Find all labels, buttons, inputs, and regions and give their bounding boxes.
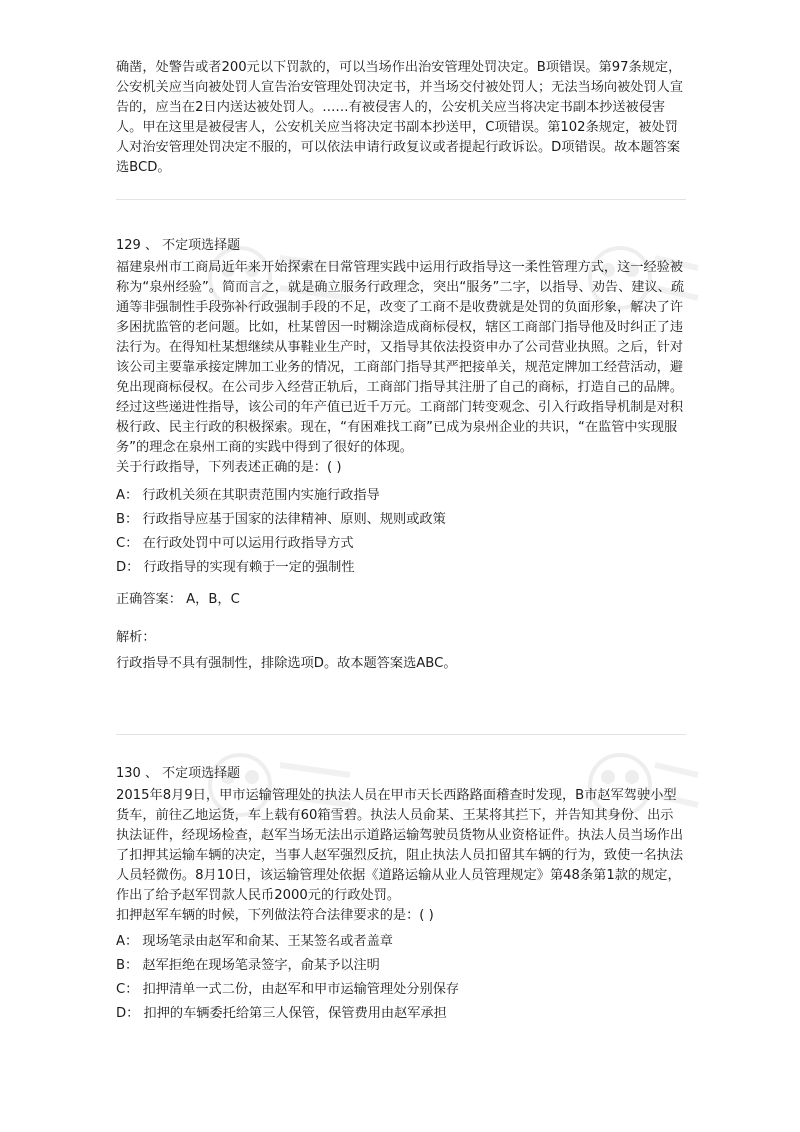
question-130 [116,786,686,1028]
question-type: 不定项选择题 [162,238,241,253]
analysis-label: 解析： [116,630,156,645]
section-divider [116,734,686,735]
option-c[interactable]: C： 在行政处罚中可以运用行政指导方式 [116,536,354,551]
intro-paragraph: 确凿，处警告或者200元以下罚款的，可以当场作出治安管理处罚决定。B项错误。第97条规定，公安机关应当向被处罚人宣告治安管理处罚决定书，并当场交付被处罚人；无法当场向被处罚人宣告的，应当在2日内送达被处罚人。……有被侵害人的，公安机关应当将决定书副本抄送被侵害人。甲在这里是被侵害人，公安机关应当将决定书副本抄送甲，C项错误。第102条规定，被处罚人对治安管理处罚决定不服的，可以依法申请行政复议或者提起行政诉讼。D项错误。故本题答案选BCD。 [116,60,684,175]
option-d[interactable]: D： 扣押的车辆委托给第三人保管，保管费用由赵军承担 [116,1006,447,1021]
question-129 [116,258,686,674]
option-b[interactable]: B： 行政指导应基于国家的法律精神、原则、规则或政策 [116,512,446,527]
question-number: 129 [116,238,141,253]
option-d[interactable]: D： 行政指导的实现有赖于一定的强制性 [116,560,355,575]
answer-value: A，B，C [186,592,240,607]
question-header: 129 、 不定项选择题 [116,238,241,253]
question-prompt: 关于行政指导，下列表述正确的是：( ) [116,460,342,475]
question-number: 130 [116,766,141,781]
intro-block [116,58,686,178]
question-type: 不定项选择题 [162,766,241,781]
correct-answer: 正确答案： A，B，C [116,592,240,607]
question-stem: 福建泉州市工商局近年来开始探索在日常管理实践中运用行政指导这一柔性管理方式，这一经验被称为“泉州经验”。简而言之，就是确立服务行政理念，突出“服务”二字，以指导、劝告、建议、疏通等非强制性手段弥补行政强制手段的不足，改变了工商不是收费就是处罚的负面形象，解决了许多困扰监管的老问题。比如，杜某曾因一时糊涂造成商标侵权，辖区工商部门指导他及时纠正了违法行为。在得知杜某想继续从事鞋业生产时，又指导其依法投资申办了公司营业执照。之后，针对该公司主要靠承接定牌加工业务的情况，工商部门指导其严把接单关，规范定牌加工经营活动，避免出现商标侵权。在公司步入经营正轨后，工商部门指导其注册了自己的商标，打造自己的品牌。经过这些递进性指导，该公司的年产值已近千万元。工商部门转变观念、引入行政指导机制是对积极行政、民主行政的积极探索。现在，“有困难找工商”已成为泉州企业的共识，“在监管中实现服务”的理念在泉州工商的实践中得到了很好的体现。 [116,260,685,455]
option-a[interactable]: A： 现场笔录由赵军和俞某、王某签名或者盖章 [116,934,393,949]
question-prompt: 扣押赵军车辆的时候，下列做法符合法律要求的是：( ) [116,908,434,923]
question-stem: 2015年8月9日，甲市运输管理处的执法人员在甲市天长西路路面稽查时发现，B市赵军驾驶小型货车，前往乙地运货，车上载有60箱雪碧。执法人员俞某、王某将其拦下，并告知其身份、出示执法证件，经现场检查，赵军当场无法出示道路运输驾驶员货物从业资格证件。执法人员当场作出了扣押其运输车辆的决定，当事人赵军强烈反抗，阻止执法人员扣留其车辆的行为，致使一名执法人员轻微伤。8月10日，该运输管理处依据《道路运输从业人员管理规定》第48条第1款的规定，作出了给予赵军罚款人民币2000元的行政处罚。 [116,788,684,903]
question-header: 130 、 不定项选择题 [116,766,241,781]
option-c[interactable]: C： 扣押清单一式二份，由赵军和甲市运输管理处分别保存 [116,982,460,997]
option-b[interactable]: B： 赵军拒绝在现场笔录签字，俞某予以注明 [116,958,380,973]
option-a[interactable]: A： 行政机关须在其职责范围内实施行政指导 [116,488,380,503]
section-divider [116,199,686,200]
analysis-text: 行政指导不具有强制性，排除选项D。故本题答案选ABC。 [116,656,457,671]
